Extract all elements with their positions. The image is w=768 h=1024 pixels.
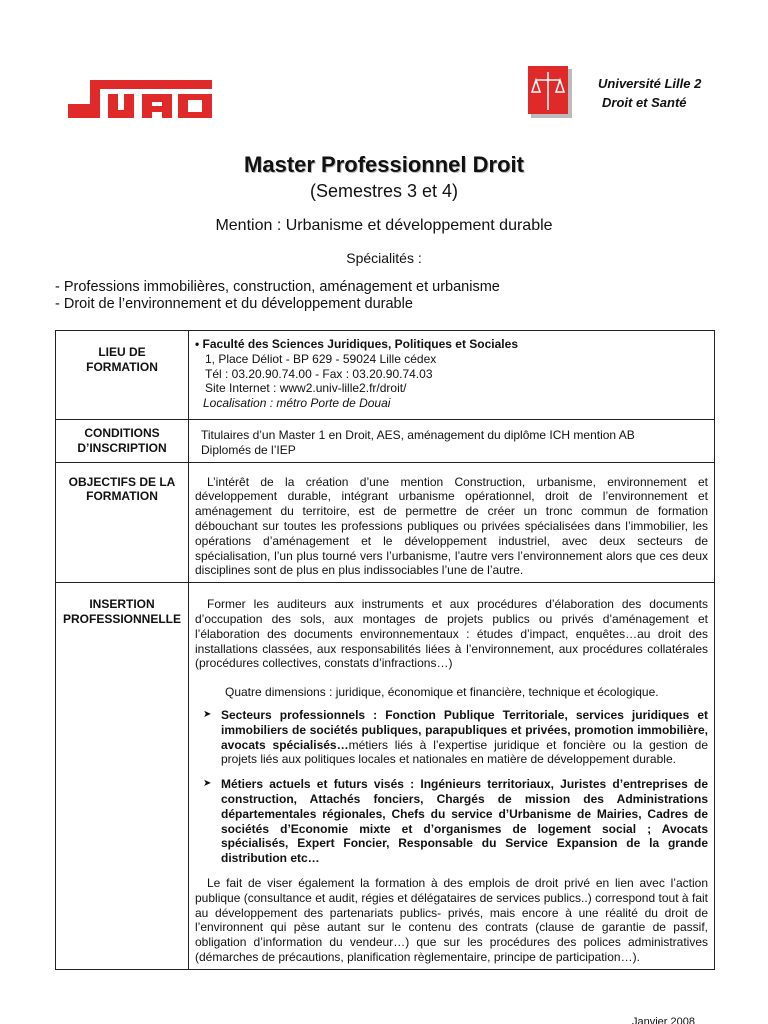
suaio-logo — [68, 80, 212, 118]
insertion-paragraph: Former les auditeurs aux instruments et aux procédures d’élaboration des documents d’occupation des sols, aux montages de projets publics ou privés d’aménagement et l’élaboration des documents environnementaux : études d’impact, enquêtes…au droit des installations classées, aux responsabilités liées à l’environnement, aux procédures collatérales (procédures collectives, constats d’infractions…) — [195, 597, 708, 671]
objectifs-text: L’intérêt de la création d’une mention Construction, urbanisme, environnement et développement durable, intégrant urbanisme opérationnel, droit de l’environnement et aménagement du territoire, est de permettre de créer un tronc commun de formation débouchant sur toutes les professions publiques ou privées spécialisées dans l’immobilier, les opérations d’aménagement et le développement industriel, avec deux secteurs de spécialisation, l’un plus tourné vers l’urbanisme, l’autre vers l’environnement alors que ces deux disciplines sont de plus en plus indissociables l’une de l’autre. — [189, 462, 715, 583]
location: Localisation : métro Porte de Douai — [203, 396, 391, 411]
row-label: CONDITIONS D’INSCRIPTION — [56, 419, 189, 462]
university-line1: Université Lille 2 — [598, 76, 702, 91]
footer-date: Janvier 2008 — [632, 1016, 695, 1024]
row-label: LIEU DE FORMATION — [56, 331, 189, 420]
row-label: INSERTION PROFESSIONNELLE — [56, 583, 189, 970]
university-line2: Droit et Santé — [602, 95, 687, 110]
formation-table — [55, 330, 715, 970]
faculty-name: • Faculté des Sciences Juridiques, Politiques et Sociales — [195, 337, 518, 351]
address: 1, Place Déliot - BP 629 - 59024 Lille cédex — [205, 351, 437, 366]
bullet-secteurs — [221, 708, 708, 767]
page-title: Master Professionnel Droit — [244, 152, 524, 177]
insertion-paragraph: Le fait de viser également la formation à des emplois de droit privé en lien avec l’action publique (consultance et audit, régies et délégataires de services publics..) correspond tout à fait au développement des partenariats publics- privés, mais encore à une réalité du droit de l’environnent qui pèse autant sur le contenu des contrats (clause de garantie de passif, obligation d’information du vendeur…) que sur les procédures des polices administratives (démarches de précautions, planification règlementaire, principe de participation…). — [195, 875, 708, 964]
specialites-label: Spécialités : — [346, 250, 422, 266]
phone: Tél : 03.20.90.74.00 - Fax : 03.20.90.74.03 — [205, 366, 433, 381]
specialites-list — [55, 279, 500, 313]
bullet-heading: Métiers actuels et futurs visés : Ingénieurs territoriaux, Juristes d’entreprises de construction, Attachés fonciers, Chargés de mission des Administrations départementales régionales, Chefs du service d’Urbanisme de Mairies, Cadres de sociétés d’Economie mixte et d’organismes de logement social ; Avocats spécialisés, Expert Foncier, Responsable du Service Expansion de la grande distribution etc… — [221, 777, 708, 866]
row-label: OBJECTIFS DE LA FORMATION — [56, 462, 189, 583]
website: Site Internet : www2.univ-lille2.fr/droit/ — [205, 381, 407, 396]
bullet-heading: Secteurs professionnels : Fonction Publique Territoriale, services juridiques et immobiliers de sociétés publiques, parapubliques et privées, promotion immobilière, avocats spécialisés… — [221, 707, 708, 752]
bullet-text: métiers liés à l’expertise juridique et foncière ou la gestion de projets liés aux politiques locales et nationales en matière de développement durable. — [221, 737, 708, 767]
page-subtitle: (Semestres 3 et 4) — [309, 181, 459, 201]
condition-line: Titulaires d’un Master 1 en Droit, AES, aménagement du diplôme ICH mention AB — [201, 427, 635, 442]
dimensions-text: Quatre dimensions : juridique, économique et financière, technique et écologique. — [225, 685, 659, 700]
specialite-item: - Droit de l’environnement et du développement durable — [55, 296, 413, 312]
table-row-insertion — [56, 583, 715, 970]
universite-lille2-logo — [528, 66, 572, 118]
specialite-item: - Professions immobilières, construction, aménagement et urbanisme — [55, 279, 500, 295]
table-row-lieu — [56, 331, 715, 420]
table-row-conditions — [56, 419, 715, 462]
mention: Mention : Urbanisme et développement durable — [215, 217, 553, 234]
condition-line: Diplomés de l’IEP — [201, 442, 296, 457]
university-name — [598, 74, 701, 112]
bullet-list — [195, 708, 708, 866]
bullet-metiers — [221, 777, 708, 866]
table-row-objectifs — [56, 462, 715, 583]
